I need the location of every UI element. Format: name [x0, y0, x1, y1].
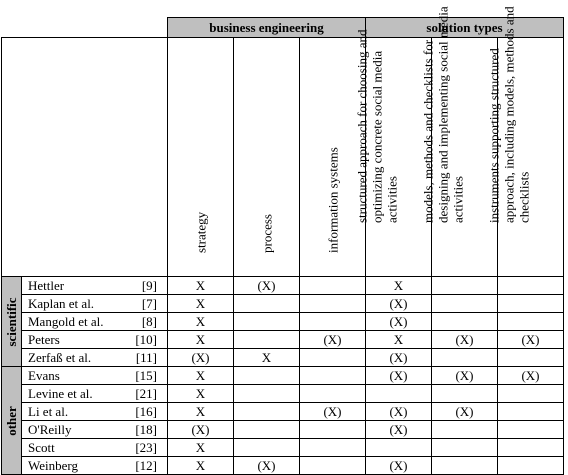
reference-number: [12] — [126, 457, 168, 475]
mark-cell — [498, 313, 564, 331]
reference-number: [10] — [126, 331, 168, 349]
mark-cell: (X) — [366, 457, 432, 475]
mark-cell — [498, 403, 564, 421]
mark-cell: (X) — [366, 421, 432, 439]
mark-cell — [432, 313, 498, 331]
mark-cell — [498, 295, 564, 313]
mark-cell — [300, 295, 366, 313]
mark-cell: (X) — [498, 331, 564, 349]
column-header-instruments: instruments supporting structured approach, including models, methods and checklists — [498, 38, 564, 277]
table-row — [2, 331, 564, 349]
mark-cell — [300, 421, 366, 439]
mark-cell — [234, 385, 300, 403]
mark-cell — [432, 385, 498, 403]
mark-cell: (X) — [168, 421, 234, 439]
mark-cell — [234, 403, 300, 421]
category-scientific: scientific — [2, 277, 22, 367]
reference-number: [7] — [126, 295, 168, 313]
mark-cell: (X) — [168, 349, 234, 367]
mark-cell: (X) — [366, 313, 432, 331]
author-name: Peters — [22, 331, 126, 349]
table-row — [2, 367, 564, 385]
reference-number: [21] — [126, 385, 168, 403]
mark-cell — [300, 349, 366, 367]
reference-number: [18] — [126, 421, 168, 439]
mark-cell: X — [168, 403, 234, 421]
reference-number: [16] — [126, 403, 168, 421]
mark-cell: X — [168, 331, 234, 349]
mark-cell — [234, 421, 300, 439]
mark-cell — [432, 349, 498, 367]
author-name: Levine et al. — [22, 385, 126, 403]
mark-cell — [498, 457, 564, 475]
mark-cell — [432, 457, 498, 475]
mark-cell: X — [168, 457, 234, 475]
reference-number: [11] — [126, 349, 168, 367]
mark-cell: X — [168, 439, 234, 457]
mark-cell — [498, 277, 564, 295]
table-row — [2, 403, 564, 421]
header-corner — [2, 38, 168, 277]
author-name: Zerfaß et al. — [22, 349, 126, 367]
mark-cell — [432, 439, 498, 457]
mark-cell: X — [168, 367, 234, 385]
author-name: O'Reilly — [22, 421, 126, 439]
author-name: Evans — [22, 367, 126, 385]
mark-cell: X — [168, 295, 234, 313]
table-row — [2, 295, 564, 313]
reference-number: [8] — [126, 313, 168, 331]
table-row — [2, 439, 564, 457]
author-name: Mangold et al. — [22, 313, 126, 331]
mark-cell: X — [168, 277, 234, 295]
table-row — [2, 277, 564, 295]
category-other: other — [2, 367, 22, 475]
mark-cell — [300, 367, 366, 385]
mark-cell — [234, 295, 300, 313]
column-header-process: process — [234, 38, 300, 277]
mark-cell: (X) — [300, 403, 366, 421]
reference-number: [15] — [126, 367, 168, 385]
mark-cell — [234, 313, 300, 331]
table-row — [2, 457, 564, 475]
mark-cell — [300, 439, 366, 457]
mark-cell — [432, 295, 498, 313]
mark-cell: (X) — [366, 295, 432, 313]
column-header-information-systems: information systems — [300, 38, 366, 277]
mark-cell — [300, 385, 366, 403]
mark-cell — [498, 421, 564, 439]
column-header-models-methods: models, methods and checklists for designing and implementing social media activities — [432, 38, 498, 277]
mark-cell: X — [168, 313, 234, 331]
mark-cell: (X) — [498, 367, 564, 385]
reference-number: [9] — [126, 277, 168, 295]
mark-cell — [432, 421, 498, 439]
reference-number: [23] — [126, 439, 168, 457]
mark-cell: (X) — [432, 403, 498, 421]
table-row — [2, 313, 564, 331]
author-name: Kaplan et al. — [22, 295, 126, 313]
mark-cell: X — [366, 331, 432, 349]
mark-cell — [432, 277, 498, 295]
group-header-business-engineering: business engineering — [168, 18, 366, 38]
mark-cell: (X) — [300, 331, 366, 349]
mark-cell: X — [366, 277, 432, 295]
mark-cell: (X) — [366, 349, 432, 367]
mark-cell — [300, 313, 366, 331]
group-header-solution-types: solution types — [366, 18, 564, 38]
table-row — [2, 421, 564, 439]
mark-cell — [234, 331, 300, 349]
mark-cell — [300, 277, 366, 295]
mark-cell: (X) — [366, 367, 432, 385]
mark-cell: (X) — [366, 403, 432, 421]
mark-cell — [366, 385, 432, 403]
author-name: Weinberg — [22, 457, 126, 475]
mark-cell — [366, 439, 432, 457]
mark-cell — [234, 439, 300, 457]
table-row — [2, 349, 564, 367]
mark-cell: (X) — [432, 367, 498, 385]
mark-cell — [498, 349, 564, 367]
mark-cell: X — [168, 385, 234, 403]
column-header-structured-approach: structured approach for choosing and optimizing concrete social media activities — [366, 38, 432, 277]
mark-cell: X — [234, 349, 300, 367]
author-name: Hettler — [22, 277, 126, 295]
author-name: Li et al. — [22, 403, 126, 421]
mark-cell: (X) — [234, 457, 300, 475]
table-row — [2, 385, 564, 403]
author-name: Scott — [22, 439, 126, 457]
mark-cell — [234, 367, 300, 385]
mark-cell — [300, 457, 366, 475]
mark-cell — [498, 439, 564, 457]
mark-cell: (X) — [234, 277, 300, 295]
mark-cell: (X) — [432, 331, 498, 349]
mark-cell — [498, 385, 564, 403]
column-header-strategy: strategy — [168, 38, 234, 277]
corner-blank — [2, 18, 168, 38]
comparison-table — [1, 6, 564, 475]
